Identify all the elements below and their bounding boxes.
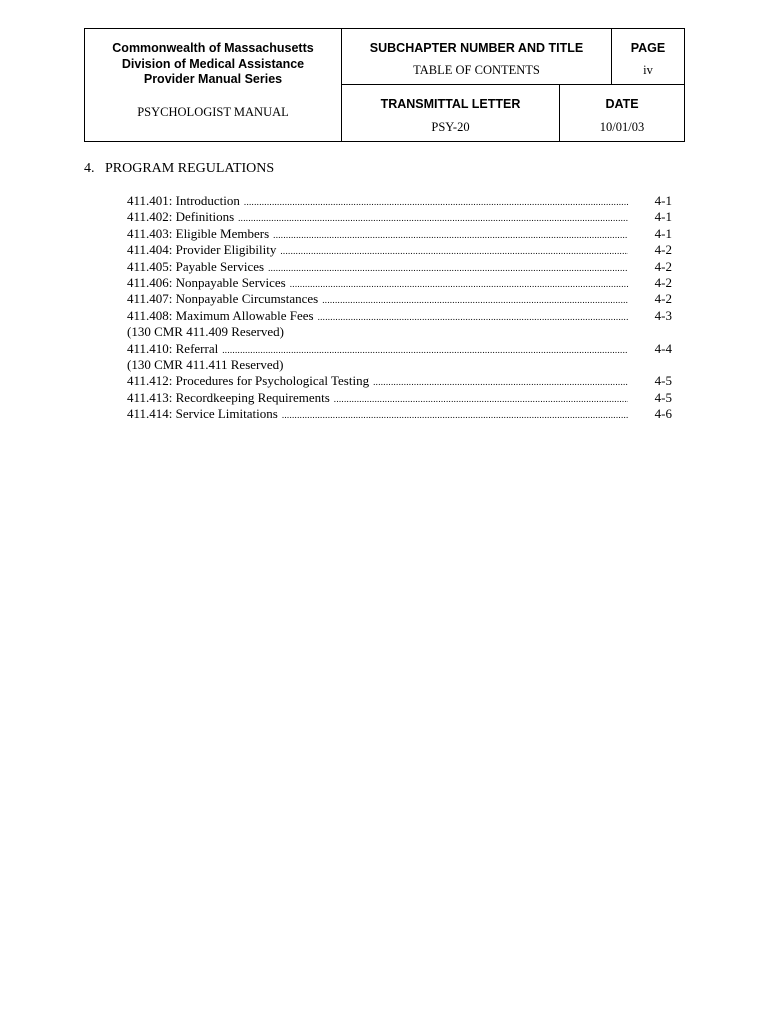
- toc-entry: [127, 373, 672, 389]
- org-line-2: Division of Medical Assistance: [121, 56, 305, 71]
- organization-block: [85, 41, 341, 88]
- toc-entry-label: 411.403: Eligible Members: [127, 225, 270, 241]
- toc-entry: [127, 226, 672, 242]
- toc-entry-page: 4-1: [654, 225, 672, 241]
- toc-dot-leader: [280, 243, 628, 259]
- toc-dot-leader: [222, 342, 628, 358]
- toc-entry-label: 411.404: Provider Eligibility: [127, 242, 277, 258]
- toc-entry-label: 411.407: Nonpayable Circumstances: [127, 291, 319, 307]
- toc-entry-page: 4-2: [654, 291, 672, 307]
- toc-dot-leader: [290, 276, 628, 292]
- toc-entry-page: 4-4: [654, 340, 672, 356]
- toc-entry-label: 411.412: Procedures for Psychological Testing: [127, 373, 370, 389]
- toc-dot-leader: [373, 374, 628, 390]
- table-of-contents: [127, 193, 672, 422]
- toc-dot-leader: [322, 292, 628, 308]
- header-divider-row: [341, 84, 684, 85]
- toc-entry-label: (130 CMR 411.411 Reserved): [127, 356, 284, 372]
- toc-dot-leader: [334, 391, 628, 407]
- section-heading: 4. PROGRAM REGULATIONS: [84, 161, 275, 176]
- toc-entry-label: 411.406: Nonpayable Services: [127, 274, 286, 290]
- toc-entry: [127, 390, 672, 406]
- org-line-3: Provider Manual Series: [143, 72, 283, 86]
- toc-entry-page: 4-5: [654, 389, 672, 405]
- toc-entry: [127, 291, 672, 307]
- toc-entry-label: 411.408: Maximum Allowable Fees: [127, 307, 314, 323]
- subchapter-value: TABLE OF CONTENTS: [413, 63, 540, 77]
- toc-dot-leader: [282, 407, 628, 423]
- toc-entry-page: 4-2: [654, 274, 672, 290]
- toc-entry: [127, 193, 672, 209]
- org-line-1: Commonwealth of Massachusetts: [112, 41, 314, 55]
- toc-dot-leader: [273, 227, 628, 243]
- toc-entry-label: 411.414: Service Limitations: [127, 406, 278, 422]
- toc-entry-label: (130 CMR 411.409 Reserved): [127, 324, 284, 340]
- toc-entry: [127, 324, 672, 340]
- subchapter-label: SUBCHAPTER NUMBER AND TITLE: [369, 41, 584, 55]
- toc-entry: [127, 341, 672, 357]
- toc-dot-leader: [244, 194, 628, 210]
- toc-entry: [127, 406, 672, 422]
- toc-entry-label: 411.401: Introduction: [127, 193, 240, 208]
- toc-entry: [127, 308, 672, 324]
- toc-entry: [127, 209, 672, 225]
- toc-entry-label: 411.413: Recordkeeping Requirements: [127, 389, 330, 405]
- toc-dot-leader: [318, 309, 628, 325]
- date-label: DATE: [605, 97, 639, 111]
- toc-dot-leader: [238, 210, 628, 226]
- date-value: 10/01/03: [599, 120, 645, 134]
- toc-entry: [127, 275, 672, 291]
- page-value: iv: [643, 63, 653, 77]
- toc-entry-page: 4-2: [654, 242, 672, 258]
- document-header: [84, 28, 685, 142]
- page-label: PAGE: [630, 41, 666, 55]
- toc-entry-page: 4-5: [654, 373, 672, 389]
- toc-entry-page: 4-2: [654, 258, 672, 274]
- toc-entry: [127, 259, 672, 275]
- toc-entry-label: 411.402: Definitions: [127, 209, 235, 225]
- toc-entry-page: 4-1: [654, 209, 672, 225]
- toc-entry-label: 411.405: Payable Services: [127, 258, 265, 274]
- toc-dot-leader: [268, 260, 628, 276]
- toc-entry-page: 4-3: [654, 307, 672, 323]
- toc-entry-page: 4-1: [654, 193, 672, 208]
- toc-entry-label: 411.410: Referral: [127, 340, 219, 356]
- toc-entry: [127, 242, 672, 258]
- transmittal-value: PSY-20: [431, 120, 470, 134]
- transmittal-label: TRANSMITTAL LETTER: [380, 97, 521, 111]
- manual-name: PSYCHOLOGIST MANUAL: [137, 105, 289, 119]
- toc-entry-page: 4-6: [654, 406, 672, 422]
- toc-entry: [127, 357, 672, 373]
